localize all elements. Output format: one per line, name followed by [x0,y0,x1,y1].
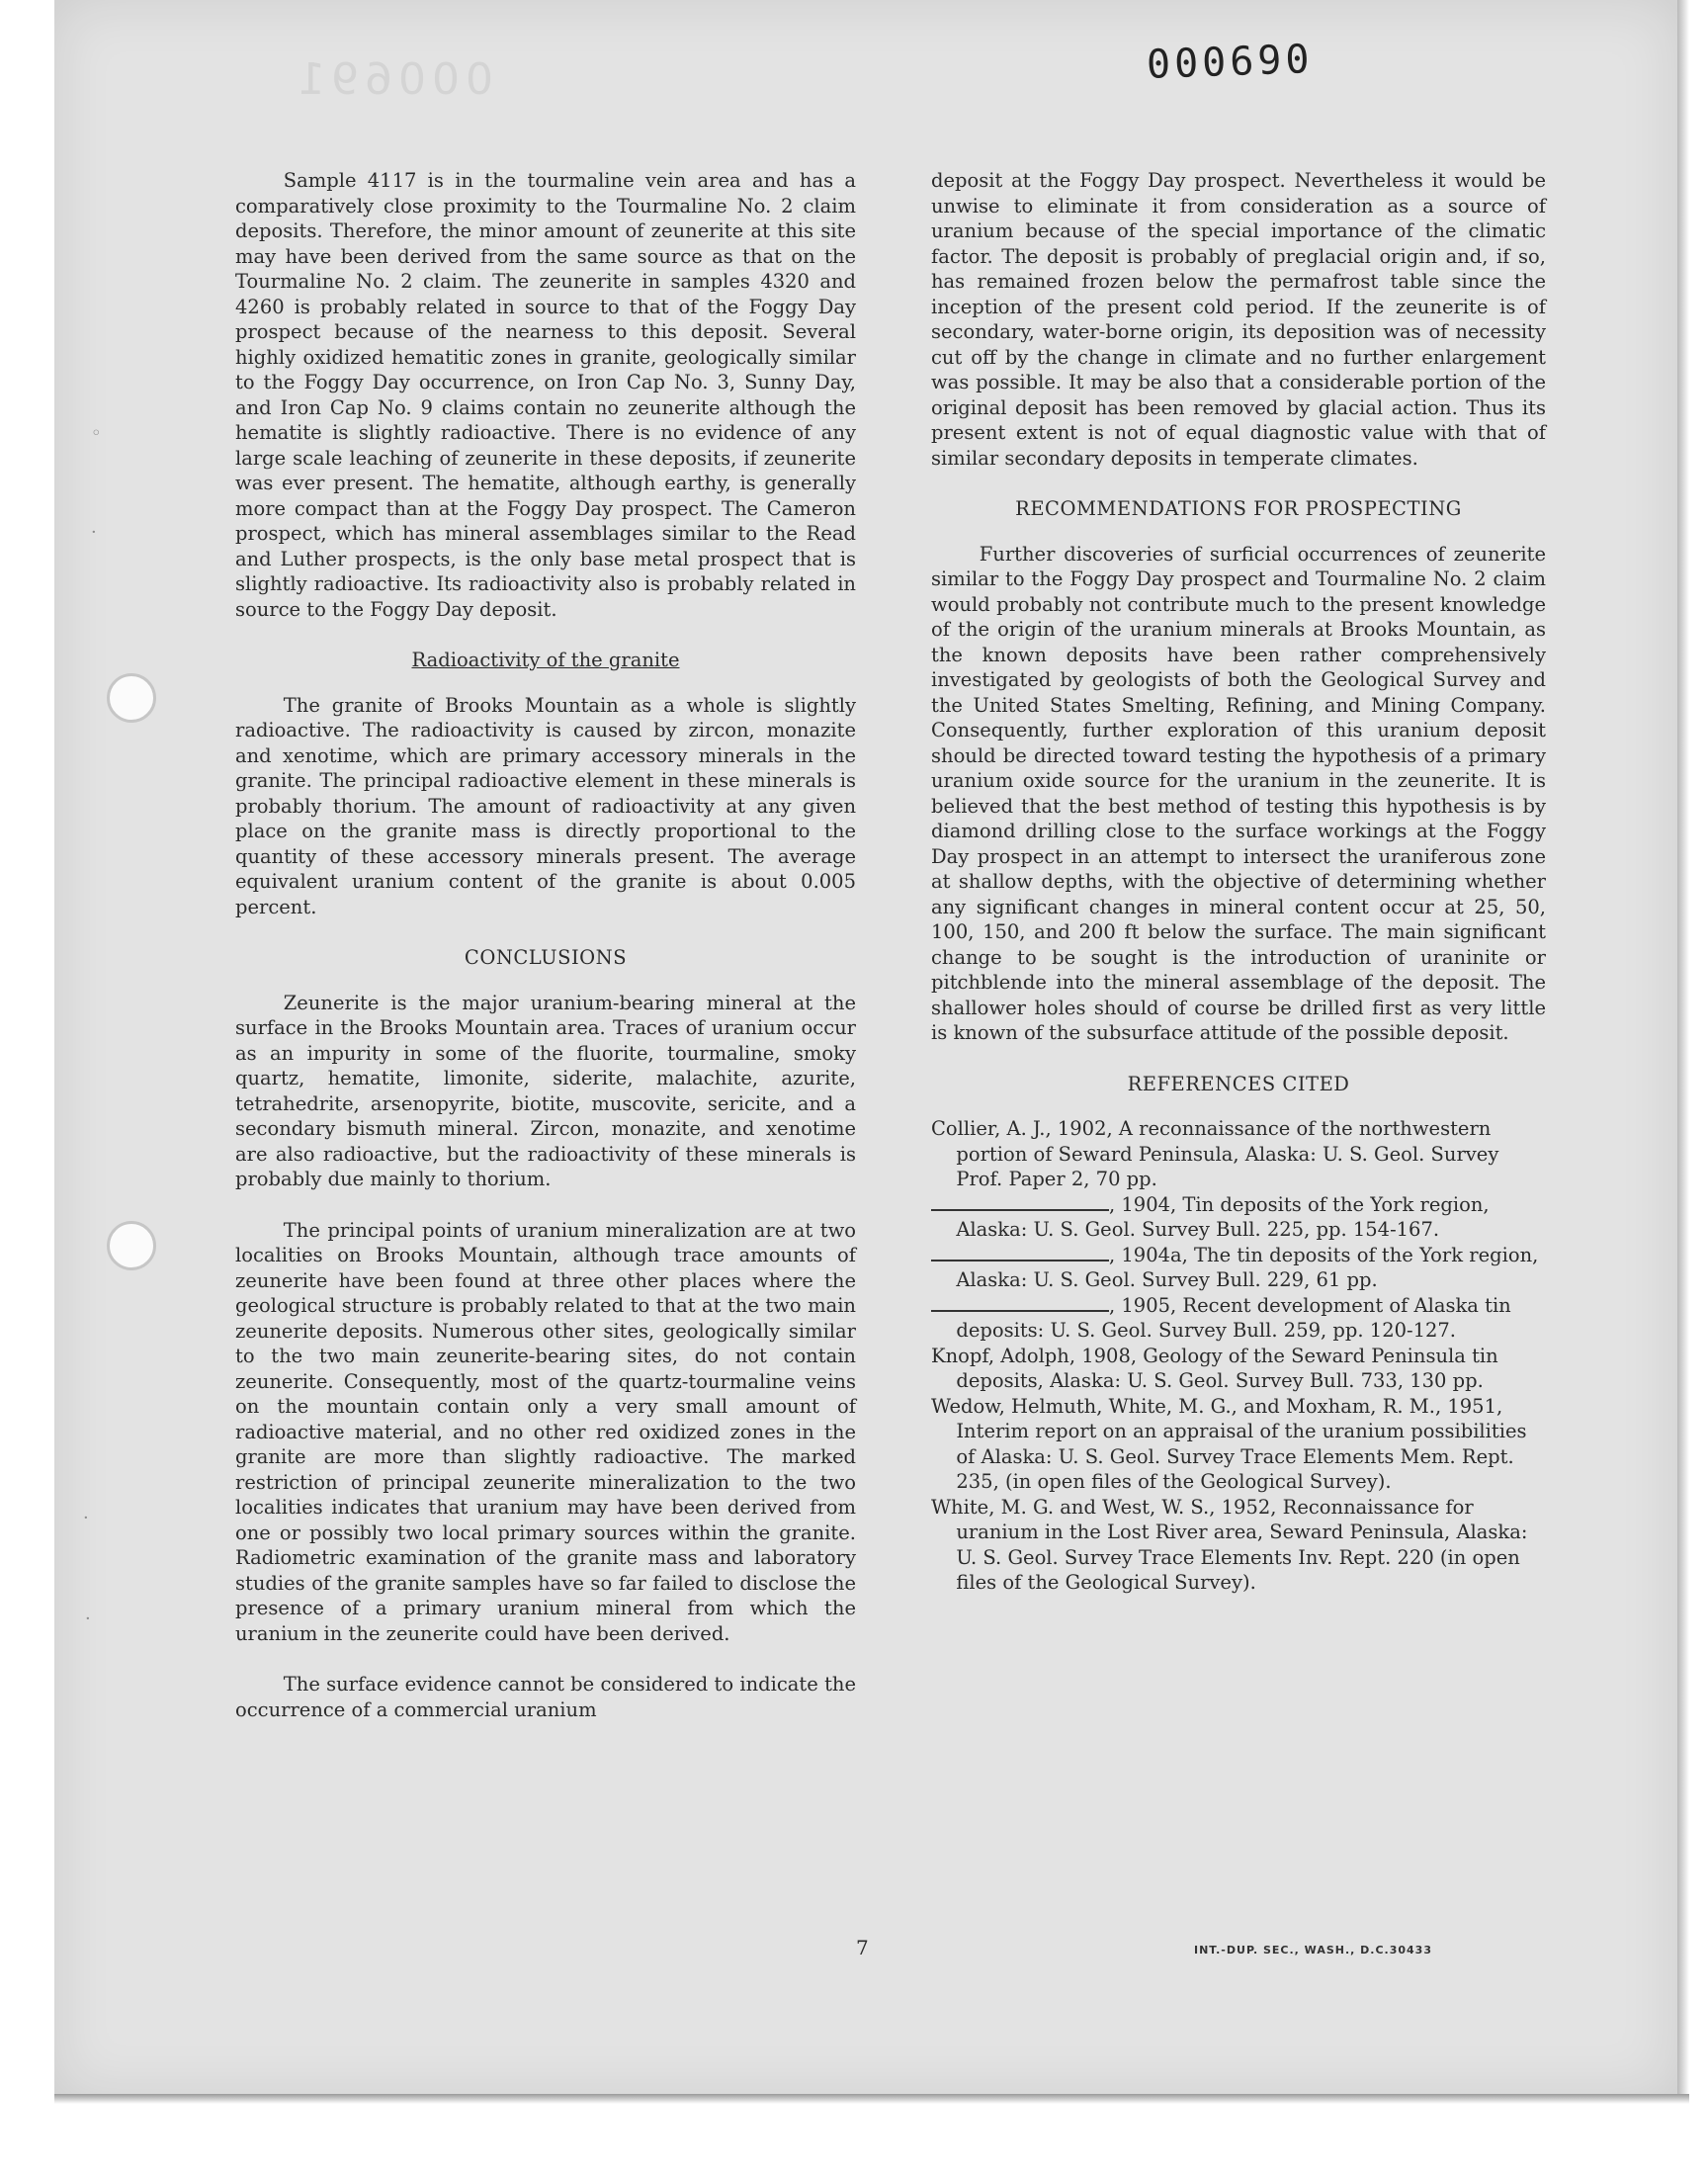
page-stamp-number: 000690 [1146,37,1315,88]
punch-hole-top [107,673,156,723]
right-column [931,168,1546,1596]
paragraph: deposit at the Foggy Day prospect. Nevertheless it would be unwise to eliminate it from consideration as a source of uranium because of the special importance of the climatic factor. The deposit is probably of preglacial origin and, if so, has remained frozen below the permafrost table since the inception of the present cold period. If the zeunerite is of secondary, water-borne origin, its deposition was of necessity cut off by the change in climate and no further enlargement was possible. It may be also that a considerable portion of the original deposit has been removed by glacial action. Thus its present extent is not of equal diagnostic value with that of similar secondary deposits in temperate climates. [931,169,1546,470]
reference-item: Collier, A. J., 1902, A reconnaissance of the northwestern portion of Seward Peninsula, Alaska: U. S. Geol. Survey Prof. Paper 2, 70 pp. [931,1117,1499,1190]
page-bottom-shadow [54,2094,1689,2104]
page-edge-shadow [1677,0,1689,2098]
section-heading: CONCLUSIONS [464,946,628,969]
paragraph: Sample 4117 is in the tourmaline vein area and has a comparatively close proximity to the Tourmaline No. 2 claim deposits. Therefore, the minor amount of zeunerite at this site may have been derived from the same source as that on the Tourmaline No. 2 claim. The zeunerite in samples 4320 and 4260 is probably related in source to that of the Foggy Day prospect because of the nearness to this deposit. Several highly oxidized hematitic zones in granite, geologically similar to the Foggy Day occurrence, on Iron Cap No. 3, Sunny Day, and Iron Cap No. 9 claims contain no zeunerite although the hematite is slightly radioactive. There is no evidence of any large scale leaching of zeunerite in these deposits, if zeunerite was ever present. The hematite, although earthy, is generally more compact than at the Foggy Day prospect. The Cameron prospect, which has mineral assemblages similar to the Read and Luther prospects, is the only base metal prospect that is slightly radioactive. Its radioactivity also is probably related in source to the Foggy Day deposit. [235,169,856,621]
paragraph: Zeunerite is the major uranium-bearing mineral at the surface in the Brooks Mountain area. Traces of uranium occur as an impurity in some of the fluorite, tourmaline, smoky quartz, hematite, limonite, siderite, malachite, azurite, tetrahedrite, arsenopyrite, biotite, muscovite, sericite, and a secondary bismuth mineral. Zircon, monazite, and xenotime are also radioactive, but the radioactivity of these minerals is probably due mainly to thorium. [235,991,856,1190]
paragraph: Further discoveries of surficial occurrences of zeunerite similar to the Foggy Day prospect and Tourmaline No. 2 claim would probably not contribute much to the present knowledge of the origin of the uranium minerals at Brooks Mountain, as the known deposits have been rather comprehensively investigated by geologists of both the Geological Survey and the United States Smelting, Refining, and Mining Company. Consequently, further exploration of this uranium deposit should be directed toward testing the hypothesis of a primary uranium oxide source for the uranium in the zeunerite. It is believed that the best method of testing this hypothesis is by diamond drilling close to the surface workings at the Foggy Day prospect in an attempt to intersect the uraniferous zone at shallow depths, with the objective of determining whether any significant changes in mineral content occur at 25, 50, 100, 150, and 200 ft below the surface. The main significant change to be sought is the introduction of uraninite or pitchblende into the mineral assemblage of the deposit. The shallower holes should of course be drilled first as very little is known of the subsurface attitude of the possible deposit. [931,542,1546,1044]
punch-hole-bottom [107,1221,156,1270]
section-subheading: Radioactivity of the granite [411,649,680,671]
paragraph: The surface evidence cannot be considered to indicate the occurrence of a commercial uranium [235,1673,856,1721]
ditto-line [931,1194,1109,1211]
margin-mark: · [85,1609,91,1629]
margin-mark: · [91,522,97,543]
reference-item: , 1904a, The tin deposits of the York region, Alaska: U. S. Geol. Survey Bull. 229, 61 pp. [931,1243,1546,1293]
margin-mark: ◦ [91,423,102,444]
section-heading: RECOMMENDATIONS FOR PROSPECTING [1015,497,1462,520]
reference-item: , 1905, Recent development of Alaska tin deposits: U. S. Geol. Survey Bull. 259, pp. 120-127. [931,1293,1546,1344]
margin-mark: · [83,1508,89,1528]
paragraph: The granite of Brooks Mountain as a whole is slightly radioactive. The radioactivity is caused by zircon, monazite and xenotime, which are primary accessory minerals in the granite. The principal radioactive element in these minerals is probably thorium. The amount of radioactivity at any given place on the granite mass is directly proportional to the quantity of these accessory minerals present. The average equivalent uranium content of the granite is about 0.005 percent. [235,693,856,918]
ditto-line [931,1295,1109,1312]
printer-mark: INT.-DUP. SEC., WASH., D.C.30433 [1194,1944,1432,1957]
left-column [235,168,856,1722]
page-number: 7 [856,1936,869,1959]
section-heading: REFERENCES CITED [1127,1072,1350,1095]
reference-item: White, M. G. and West, W. S., 1952, Reconnaissance for uranium in the Lost River area, Seward Peninsula, Alaska: U. S. Geol. Survey Trace Elements Inv. Rept. 220 (in open files of the Geological Survey). [931,1495,1528,1594]
reference-item: , 1904, Tin deposits of the York region, Alaska: U. S. Geol. Survey Bull. 225, pp. 154-167. [931,1192,1546,1243]
bleed-through-text: 000691 [292,54,493,105]
paragraph: The principal points of uranium mineralization are at two localities on Brooks Mountain, although trace amounts of zeunerite have been found at three other places where the geological structure is probably related to that at the two main zeunerite deposits. Numerous other sites, geologically similar to the two main zeunerite-bearing sites, do not contain zeunerite. Consequently, most of the quartz-tourmaline veins on the mountain contain only a very small amount of radioactive material, and no other red oxidized zones in the granite are more than slightly radioactive. The marked restriction of principal zeunerite mineralization to the two localities indicates that uranium may have been derived from one or possibly two local primary sources within the granite. Radiometric examination of the granite mass and laboratory studies of the granite samples have so far failed to disclose the presence of a primary uranium mineral from which the uranium in the zeunerite could have been derived. [235,1218,856,1645]
references-list [931,1116,1546,1596]
reference-item: Wedow, Helmuth, White, M. G., and Moxham, R. M., 1951, Interim report on an appraisal of the uranium possibilities of Alaska: U. S. Geol. Survey Trace Elements Mem. Rept. 235, (in open files of the Geological Survey). [931,1394,1527,1493]
ditto-line [931,1245,1109,1262]
reference-item: Knopf, Adolph, 1908, Geology of the Seward Peninsula tin deposits, Alaska: U. S. Geol. Survey Bull. 733, 130 pp. [931,1344,1498,1392]
